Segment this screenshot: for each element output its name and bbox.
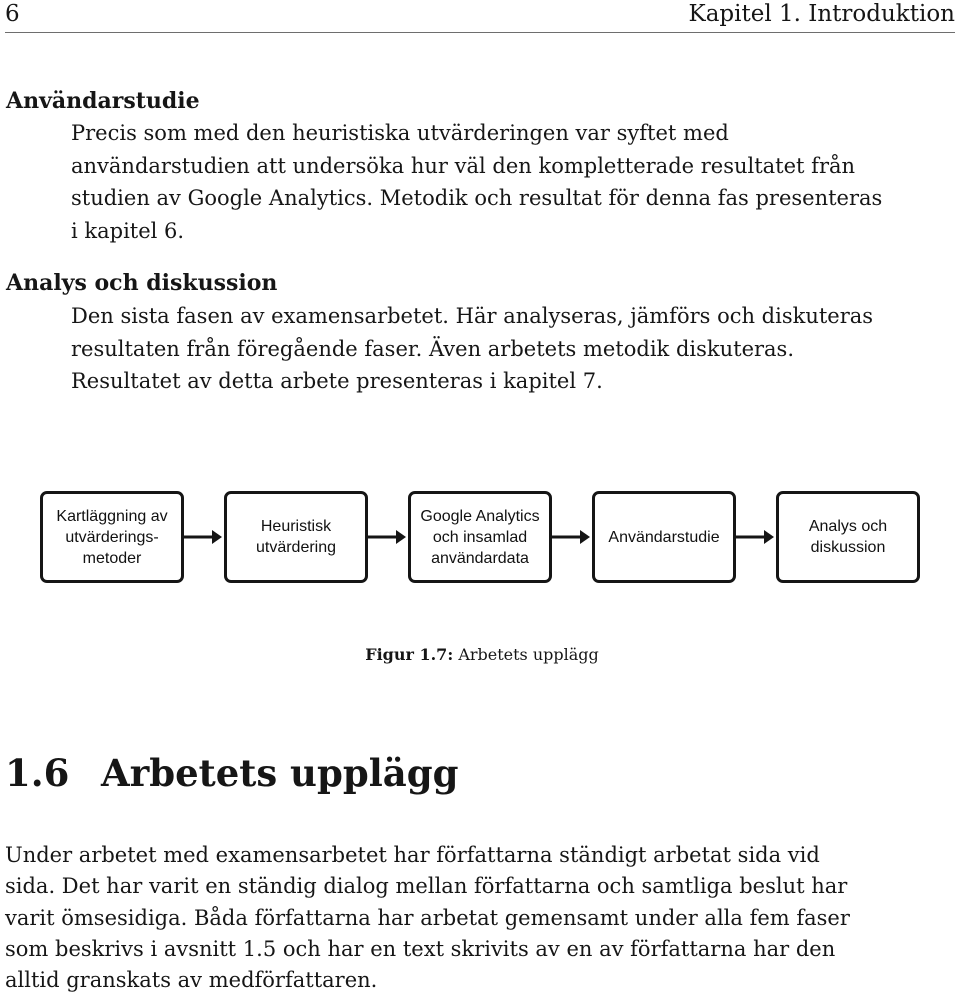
section-title: Arbetets upplägg — [101, 751, 459, 795]
paragraph-line: som beskrivs i avsnitt 1.5 och har en text skrivits av en av författarna har den — [5, 936, 836, 961]
flow-arrow — [552, 530, 590, 544]
description-line: studien av Google Analytics. Metodik och resultat för denna fas presenteras — [71, 186, 883, 210]
flow-step-line: diskussion — [810, 539, 886, 556]
body-paragraph — [5, 840, 955, 996]
paragraph-line: Under arbetet med examensarbetet har författarna ständigt arbetat sida vid — [5, 843, 820, 867]
flow-step-line: metoder — [82, 549, 142, 567]
section-heading — [5, 745, 458, 801]
figure-caption-label: Figur 1.7: — [365, 645, 454, 664]
flow-step-line: utvärdering — [255, 539, 337, 556]
flow-step-line: utvärderings- — [65, 528, 159, 546]
paragraph-line: sida. Det har varit en ständig dialog mellan författarna och samtliga beslut har — [5, 874, 848, 899]
description-term-anvandarstudie: Användarstudie — [6, 88, 200, 114]
flow-step-line: Kartläggning av — [56, 507, 168, 525]
description-line: i kapitel 6. — [71, 218, 185, 243]
flow-step-line: Användarstudie — [608, 528, 720, 546]
page-number: 6 — [5, 1, 20, 27]
flow-step-line: Analys och — [808, 518, 888, 535]
flow-step-line: Google Analytics — [420, 507, 540, 525]
running-head: Kapitel 1. Introduktion — [688, 1, 955, 27]
description-line: Precis som med den heuristiska utvärderingen var syftet med — [71, 121, 729, 145]
section-number: 1.6 — [5, 751, 70, 795]
description-line: användarstudien att undersöka hur väl den kompletterade resultatet från — [71, 153, 856, 178]
flow-step-line: Heuristisk — [260, 518, 332, 535]
description-line: Den sista fasen av examensarbetet. Här analyseras, jämförs och diskuteras — [71, 304, 874, 328]
figure-caption-text: Arbetets upplägg — [458, 645, 599, 664]
flow-arrow — [368, 530, 406, 544]
description-term-analys-och-diskussion: Analys och diskussion — [6, 270, 278, 296]
flow-arrow — [184, 530, 222, 544]
figure-caption — [0, 643, 960, 667]
description-line: Resultatet av detta arbete presenteras i kapitel 7. — [71, 369, 603, 393]
paragraph-line: alltid granskats av medförfattaren. — [5, 968, 378, 993]
description-line: resultaten från föregående faser. Även arbetets metodik diskuteras. — [71, 336, 795, 361]
flow-step-line: användardata — [431, 549, 529, 567]
paragraph-line: varit ömsesidiga. Båda författarna har arbetat gemensamt under alla fem faser — [5, 905, 850, 930]
flow-arrow — [736, 530, 774, 544]
flow-step-line: och insamlad — [432, 528, 528, 546]
